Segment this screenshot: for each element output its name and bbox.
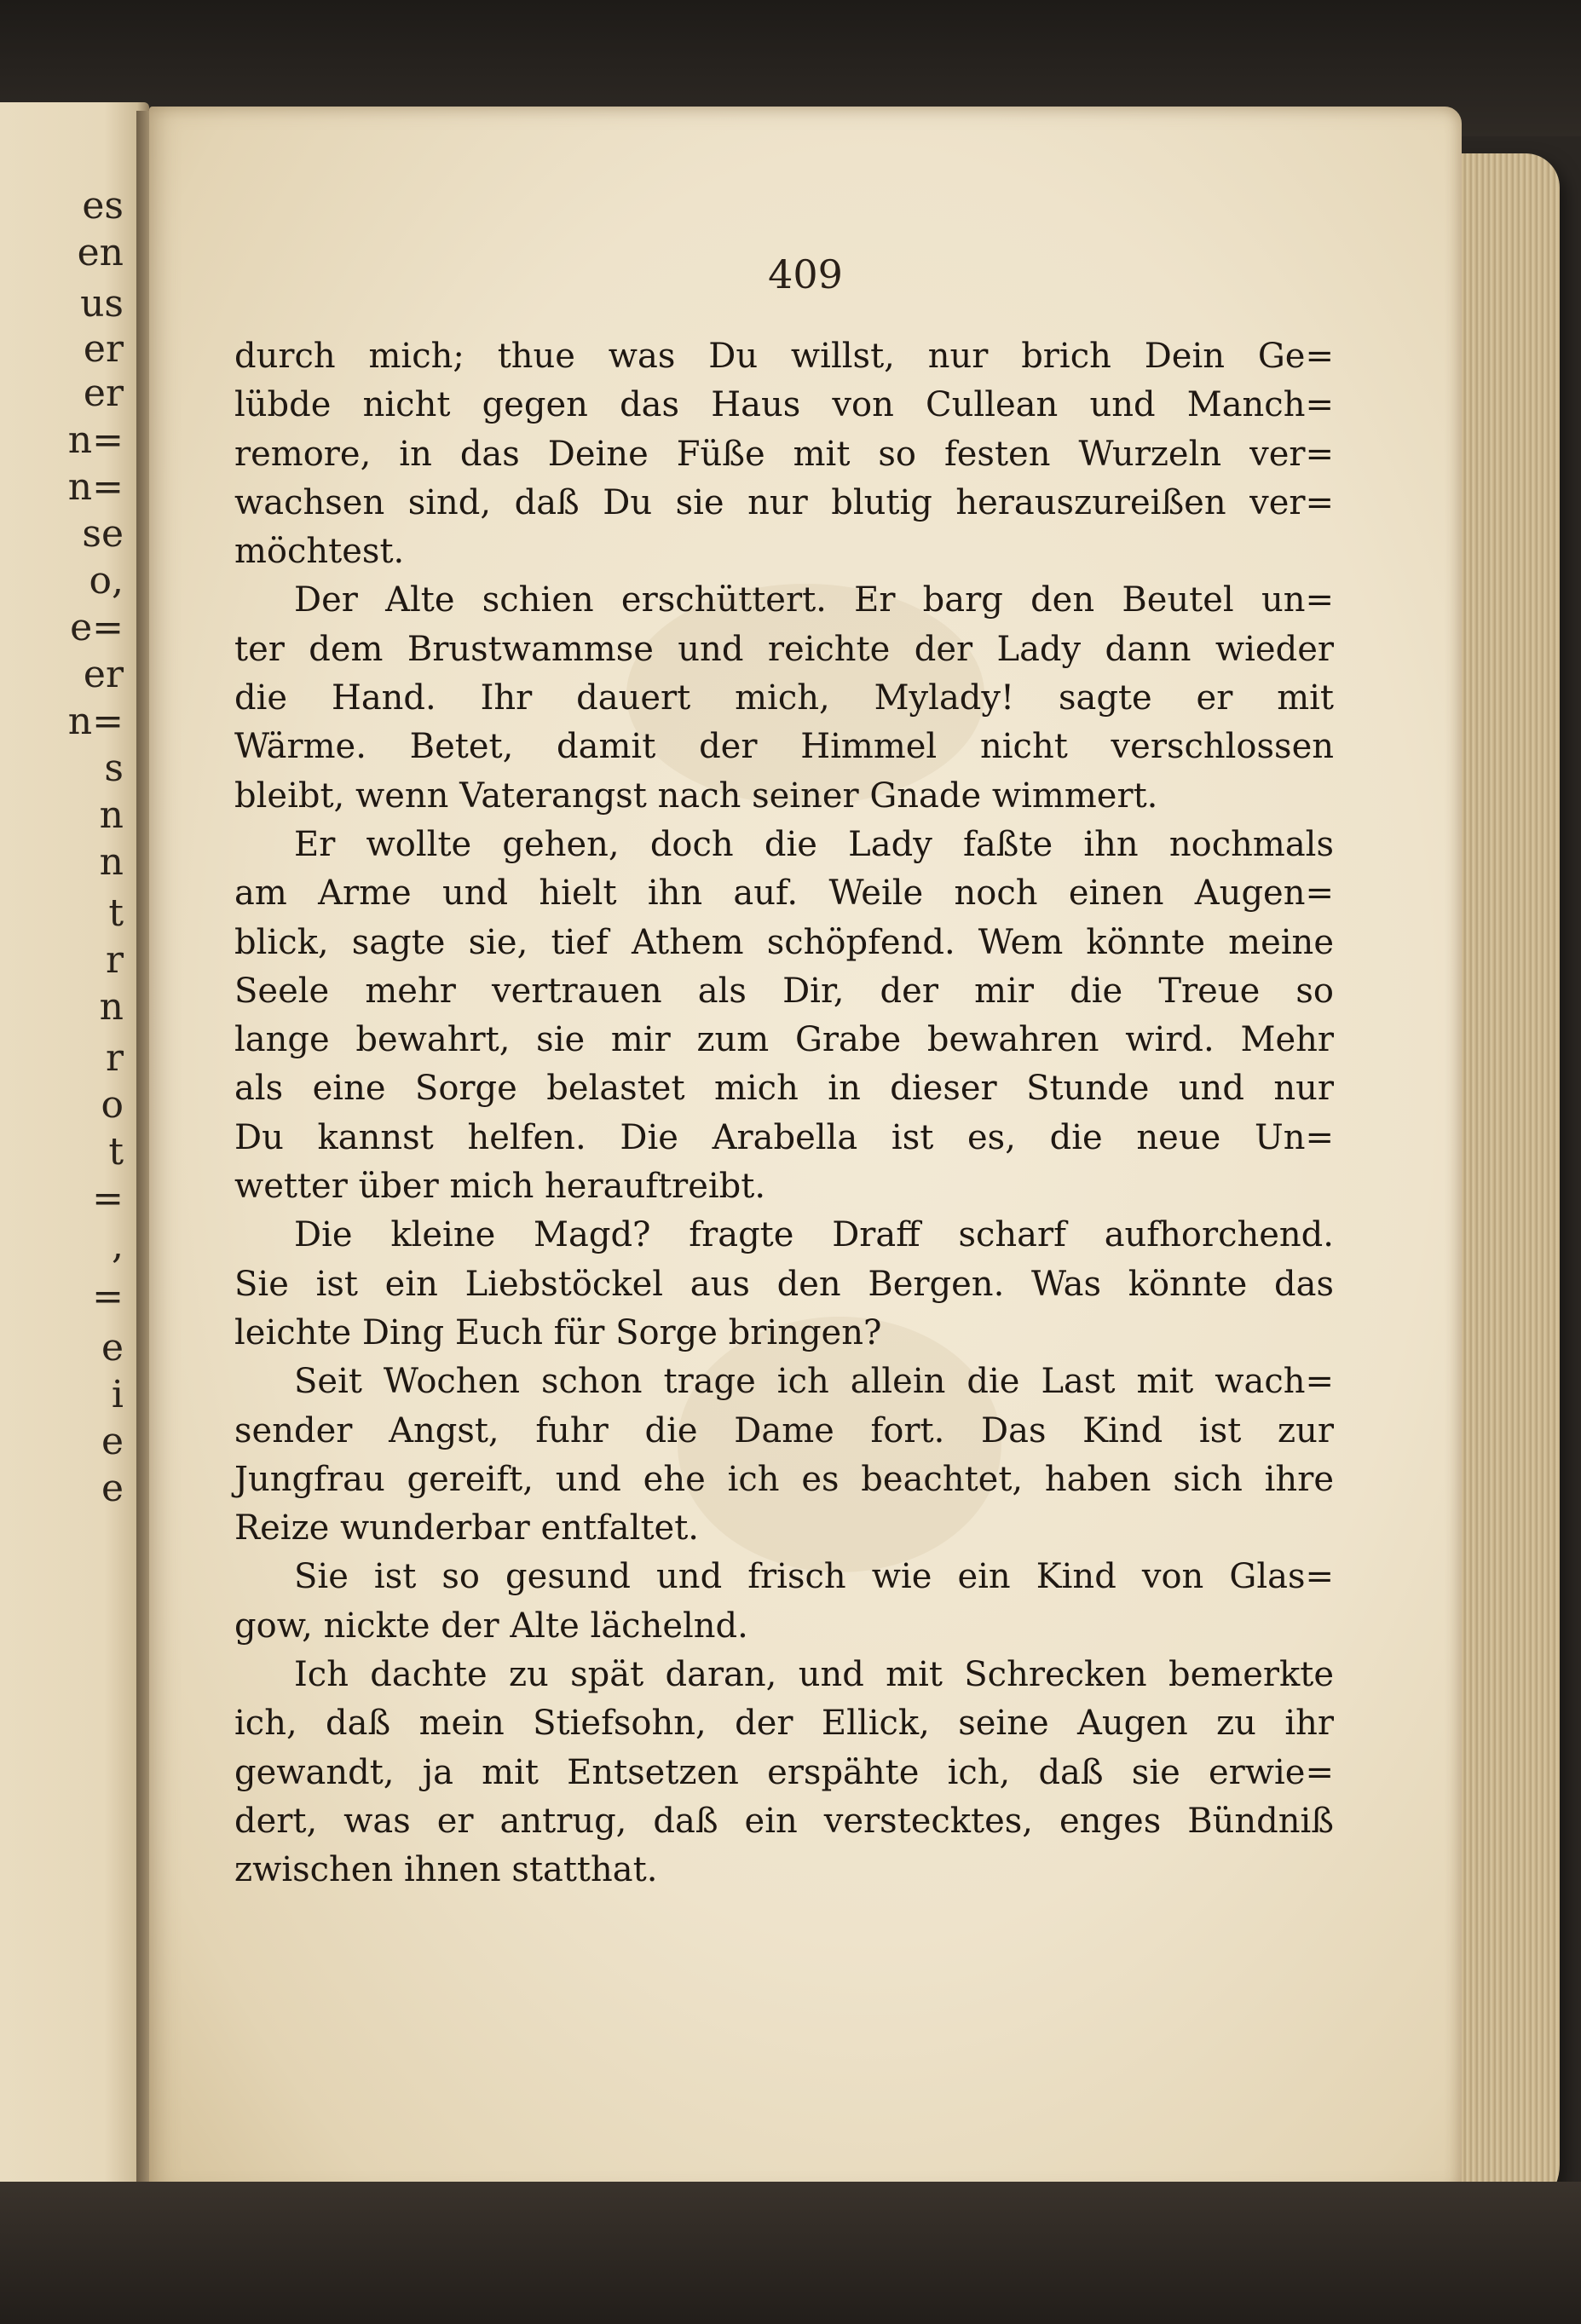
text-line: lübde nicht gegen das Haus von Cullean und Manch= (234, 385, 1334, 425)
text-line: Der Alte schien erschüttert. Er barg den Beutel un= (294, 580, 1334, 620)
text-line: wachsen sind, daß Du sie nur blutig herauszureißen ver= (234, 482, 1334, 522)
left-page-fragment: s (104, 747, 124, 790)
left-page-fragment: es (82, 184, 124, 228)
text-line: Wärme. Betet, damit der Himmel nicht verschlossen (234, 727, 1334, 767)
body-text (234, 332, 1334, 1895)
text-line: dert, was er antrug, daß ein verstecktes, enges Bündniß (234, 1801, 1334, 1841)
left-page-fragment: , (112, 1224, 124, 1267)
text-line: leichte Ding Euch für Sorge bringen? (234, 1312, 882, 1352)
left-page-fragment: er (83, 372, 124, 415)
left-page-fragment: se (82, 512, 124, 556)
text-line: blick, sagte sie, tief Athem schöpfend. Wem könnte meine (234, 922, 1334, 962)
text-line: ich, daß mein Stiefsohn, der Ellick, seine Augen zu ihr (234, 1704, 1334, 1744)
text-line: Ich dachte zu spät daran, und mit Schrecken bemerkte (294, 1655, 1334, 1695)
left-page-fragment: e (101, 1467, 124, 1510)
text-line: zwischen ihnen statthat. (234, 1850, 658, 1890)
text-line: gewandt, ja mit Entsetzen erspähte ich, daß sie erwie= (234, 1752, 1334, 1792)
left-page-fragment: o, (89, 559, 124, 603)
text-line: am Arme und hielt ihn auf. Weile noch einen Augen= (234, 874, 1334, 914)
text-line: Du kannst helfen. Die Arabella ist es, die neue Un= (234, 1117, 1334, 1157)
left-page-fragment: = (92, 1275, 124, 1318)
text-line: möchtest. (234, 532, 405, 572)
left-page-fragment: n= (67, 465, 124, 509)
left-page-fragment: e (101, 1326, 124, 1370)
text-line: Er wollte gehen, doch die Lady faßte ihn nochmals (294, 824, 1334, 864)
text-line: Jungfrau gereift, und ehe ich es beachtet, haben sich ihre (234, 1459, 1334, 1499)
left-page-fragment: t (108, 1130, 124, 1174)
text-line: durch mich; thue was Du willst, nur brich Dein Ge= (234, 337, 1334, 376)
left-page-fragment: t (108, 891, 124, 935)
text-line: Sie ist ein Liebstöckel aus den Bergen. Was könnte das (234, 1264, 1334, 1304)
left-facing-page (0, 102, 149, 2182)
page-edge-stack (1449, 153, 1560, 2216)
left-page-fragment: e= (70, 606, 124, 649)
left-page-fragment: n (99, 985, 124, 1029)
left-page-fragment: n (99, 840, 124, 884)
left-page-fragment: n (99, 793, 124, 837)
left-page-fragment: r (105, 938, 124, 982)
left-page-fragment: = (92, 1177, 124, 1220)
text-line: als eine Sorge belastet mich in dieser Stunde und nur (234, 1069, 1334, 1109)
left-page-fragment: r (105, 1036, 124, 1080)
text-line: wetter über mich herauftreibt. (234, 1167, 766, 1207)
text-line: bleibt, wenn Vaterangst nach seiner Gnade wimmert. (234, 776, 1158, 816)
left-page-fragment: n= (67, 418, 124, 462)
text-line: gow, nickte der Alte lächelnd. (234, 1606, 748, 1646)
text-line: die Hand. Ihr dauert mich, Mylady! sagte er mit (234, 678, 1334, 718)
text-line: Die kleine Magd? fragte Draff scharf aufhorchend. (294, 1215, 1334, 1255)
left-page-fragment: er (83, 653, 124, 696)
text-line: Seele mehr vertrauen als Dir, der mir die Treue so (234, 971, 1334, 1011)
text-line: sender Angst, fuhr die Dame fort. Das Kind ist zur (234, 1410, 1334, 1450)
left-page-fragment: o (101, 1083, 124, 1127)
text-line: Reize wunderbar entfaltet. (234, 1508, 699, 1548)
text-line: ter dem Brustwammse und reichte der Lady dann wieder (234, 629, 1334, 669)
text-line: lange bewahrt, sie mir zum Grabe bewahren wird. Mehr (234, 1020, 1334, 1060)
left-page-fragment: i (111, 1373, 124, 1416)
text-line: Sie ist so gesund und frisch wie ein Kind von Glas= (294, 1557, 1334, 1597)
right-page (149, 107, 1462, 2194)
left-page-fragment: er (83, 327, 124, 371)
text-line: remore, in das Deine Füße mit so festen Wurzeln ver= (234, 434, 1334, 474)
left-page-fragment: e (101, 1420, 124, 1463)
left-page-fragment: n= (67, 700, 124, 743)
background-bottom (0, 2182, 1581, 2324)
left-page-fragment: us (80, 282, 124, 326)
text-line: Seit Wochen schon trage ich allein die Last mit wach= (294, 1362, 1334, 1402)
page-number: 409 (768, 251, 843, 297)
left-page-fragment: en (77, 231, 124, 274)
